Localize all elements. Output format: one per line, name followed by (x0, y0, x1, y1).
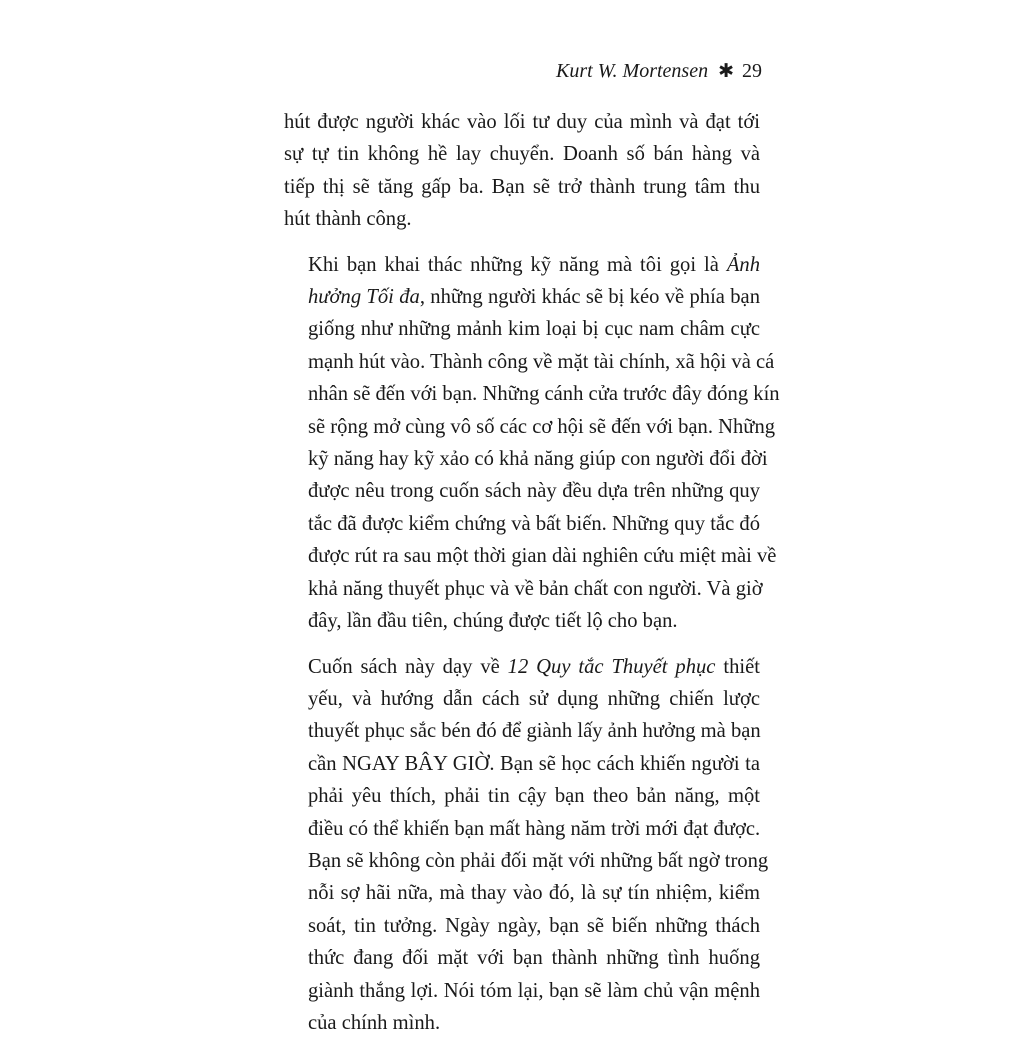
paragraph (284, 106, 760, 236)
text-line: soát, tin tưởng. Ngày ngày, bạn sẽ biến những thách (308, 914, 760, 937)
text-line: khả năng thuyết phục và về bản chất con người. Và giờ (308, 577, 763, 600)
text-line: kỹ năng hay kỹ xảo có khả năng giúp con người đổi đời (308, 448, 768, 471)
text-line: Khi bạn khai thác những kỹ năng mà tôi gọi là Ảnh (308, 253, 760, 276)
text-line: thuyết phục sắc bén đó để giành lấy ảnh hưởng mà bạn (308, 720, 761, 743)
paragraph (284, 249, 780, 638)
text-line: hưởng Tối đa, những người khác sẽ bị kéo về phía bạn (308, 286, 760, 309)
italic-term: Ảnh (726, 253, 760, 276)
text-line: cần NGAY BÂY GIỜ. Bạn sẽ học cách khiến người ta (308, 752, 760, 775)
text-line: nhân sẽ đến với bạn. Những cánh cửa trước đây đóng kín (308, 383, 780, 406)
text-line: tắc đã được kiểm chứng và bất biến. Những quy tắc đó (308, 512, 760, 535)
text-line: được rút ra sau một thời gian dài nghiên cứu miệt mài về (308, 545, 777, 568)
running-header-author: Kurt W. Mortensen (556, 60, 709, 82)
text-line: hút được người khác vào lối tư duy của mình và đạt tới (284, 111, 760, 133)
text-line: sẽ rộng mở cùng vô số các cơ hội sẽ đến với bạn. Những (308, 415, 776, 438)
page-number: 29 (742, 60, 762, 82)
text-line: phải yêu thích, phải tin cậy bạn theo bản năng, một (308, 785, 760, 808)
running-header (556, 60, 762, 83)
text-line: hút thành công. (284, 208, 412, 231)
italic-term: hưởng Tối đa (308, 286, 420, 309)
text-line: sự tự tin không hề lay chuyển. Doanh số bán hàng và (284, 143, 760, 166)
text-line: giống như những mảnh kim loại bị cục nam châm cực (308, 318, 760, 341)
paragraph (284, 651, 769, 1040)
text-line: nỗi sợ hãi nữa, mà thay vào đó, là sự tín nhiệm, kiểm (308, 882, 760, 905)
text-line: được nêu trong cuốn sách này đều dựa trên những quy (308, 480, 760, 503)
star-separator-icon: ✱ (718, 61, 734, 82)
text-line: giành thắng lợi. Nói tóm lại, bạn sẽ làm chủ vận mệnh (308, 979, 760, 1002)
text-line: thức đang đối mặt với bạn thành những tình huống (308, 947, 760, 970)
italic-term: 12 Quy tắc Thuyết phục (507, 655, 716, 678)
text-line: điều có thể khiến bạn mất hàng năm trời mới đạt được. (308, 817, 761, 840)
text-line: tiếp thị sẽ tăng gấp ba. Bạn sẽ trở thành trung tâm thu (284, 175, 760, 198)
body-text (284, 106, 780, 1052)
text-line: của chính mình. (308, 1011, 441, 1034)
text-line: Cuốn sách này dạy về 12 Quy tắc Thuyết phục thiết (308, 655, 760, 678)
text-line: yếu, và hướng dẫn cách sử dụng những chiến lược (308, 687, 760, 710)
text-line: Bạn sẽ không còn phải đối mặt với những bất ngờ trong (308, 849, 769, 872)
text-line: mạnh hút vào. Thành công về mặt tài chính, xã hội và cá (308, 350, 775, 373)
text-line: đây, lần đầu tiên, chúng được tiết lộ cho bạn. (308, 610, 678, 633)
